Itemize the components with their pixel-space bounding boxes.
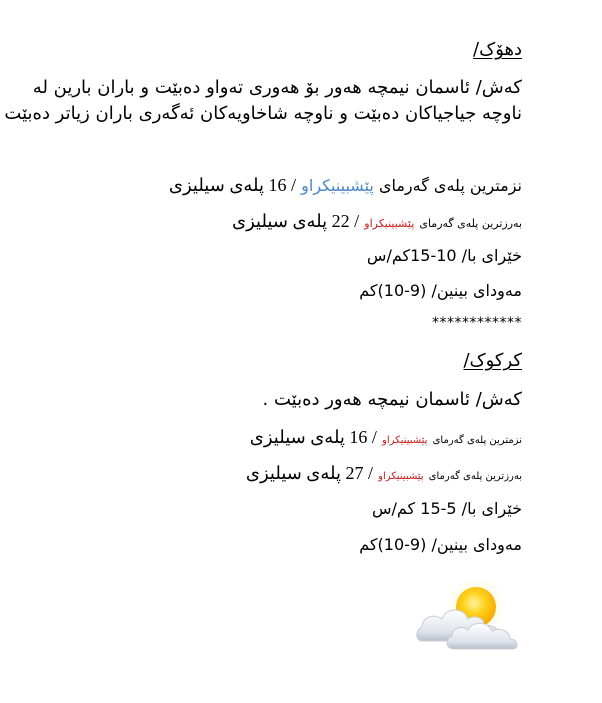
kirkuk-max-temperature <box>246 464 522 482</box>
duhok-max-value: / 22 پلەی سیلیزی <box>232 211 360 231</box>
kirkuk-heading: کرکوک/ <box>463 350 522 371</box>
duhok-min-label: نزمترین پلەی گەرمای <box>378 176 522 195</box>
kirkuk-weather: کەش/ ئاسمان نیمچە هەور دەبێت . <box>262 389 522 410</box>
kirkuk-min-value: / 16 پلەی سیلیزی <box>249 427 377 447</box>
duhok-max-forecast-word: پێشبینیکراو <box>364 217 415 230</box>
kirkuk-visibility: مەودای بینین/ (9-10)کم <box>359 535 522 554</box>
duhok-min-temperature <box>169 176 522 194</box>
kirkuk-wind-speed: خێرای با/ 5-15 کم/س <box>371 499 522 518</box>
duhok-weather-line-1: کەش/ ئاسمان نیمچە هەور بۆ هەوری تەواو دەبێت و باران بارین لە <box>32 77 522 98</box>
kirkuk-min-temperature <box>250 428 522 446</box>
sun-behind-cloud-icon <box>414 581 522 653</box>
duhok-weather-line-2: ناوچە جیاجیاکان دەبێت و ناوچە شاخاویەکان ئەگەری باران زیاتر دەبێت <box>4 103 522 124</box>
kirkuk-min-forecast-word: پێشبینیکراو <box>382 435 428 446</box>
section-separator: ************ <box>432 315 522 331</box>
kirkuk-max-value: / 27 پلەی سیلیزی <box>245 463 374 483</box>
duhok-heading: دهۆک/ <box>473 39 522 60</box>
duhok-visibility: مەودای بینین/ (9-10)کم <box>359 281 522 300</box>
kirkuk-max-forecast-word: پێشبینیکراو <box>378 471 424 482</box>
duhok-min-forecast-word: پێشبینیکراو <box>301 176 374 195</box>
duhok-max-label: بەرزترین پلەی گەرمای <box>419 217 522 230</box>
kirkuk-min-label: نزمترین پلەی گەرمای <box>432 435 522 446</box>
duhok-min-value: / 16 پلەی سیلیزی <box>168 175 297 195</box>
kirkuk-max-label: بەرزترین پلەی گەرمای <box>428 471 522 482</box>
duhok-wind-speed: خێرای با/ 10-15کم/س <box>366 246 522 265</box>
duhok-max-temperature <box>232 212 522 230</box>
